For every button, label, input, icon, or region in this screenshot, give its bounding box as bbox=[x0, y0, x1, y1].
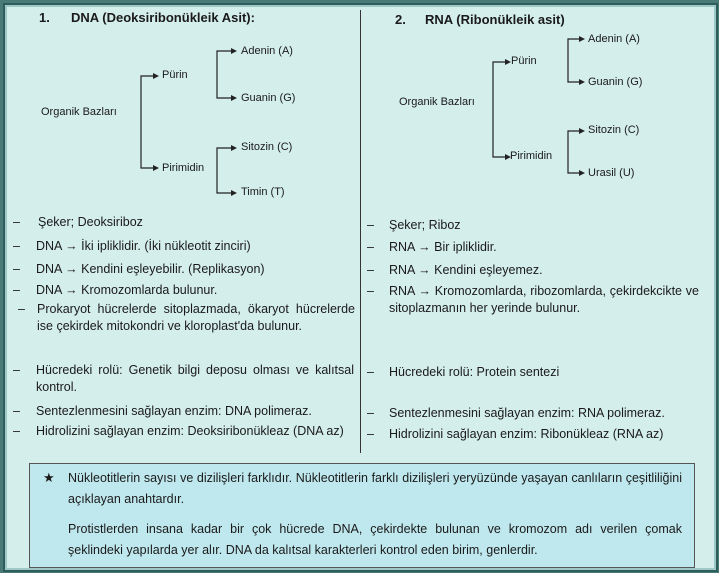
dna-item-strands: DNA → İki ipliklidir. (İki nükleotit zinciri) bbox=[36, 239, 251, 253]
rna-heading: RNA (Ribonükleik asit) bbox=[425, 12, 565, 27]
dash: – bbox=[13, 239, 20, 253]
rna-section-number: 2. bbox=[395, 12, 406, 27]
dna-organic-bases-label: Organik Bazları bbox=[41, 106, 117, 118]
dash: – bbox=[13, 283, 20, 297]
note-paragraph-2: Protistlerden insana kadar bir çok hücrede DNA, çekirdekte bulunan ve kromozom adı verilen çomak şeklindeki yapılarda yer alır. DNA da kalıtsal karakterleri kontrol eden birim, genlerdir. bbox=[68, 522, 682, 557]
dna-guanin-label: Guanin (G) bbox=[241, 92, 296, 104]
rna-sitozin-label: Sitozin (C) bbox=[588, 124, 640, 136]
dna-pirimidin-label: Pirimidin bbox=[162, 162, 205, 174]
dash: – bbox=[13, 215, 20, 229]
document-page bbox=[3, 3, 718, 572]
dna-heading: DNA (Deoksiribonükleik Asit): bbox=[71, 10, 255, 25]
dash: – bbox=[367, 218, 374, 232]
rna-guanin-label: Guanin (G) bbox=[588, 76, 643, 88]
note-box bbox=[29, 463, 695, 568]
rna-urasil-label: Urasil (U) bbox=[588, 167, 635, 179]
dash: – bbox=[13, 424, 20, 438]
rna-item-hydrolysis-enzyme: Hidrolizini sağlayan enzim: Ribonükleaz (RNA az) bbox=[389, 427, 664, 441]
dna-item-location: Prokaryot hücrelerde sitoplazmada, ökaryot hücrelerde ise çekirdek mitokondri ve kloroplast'da bulunur. bbox=[37, 302, 355, 333]
dna-timin-label: Timin (T) bbox=[241, 186, 285, 198]
dna-adenin-label: Adenin (A) bbox=[241, 45, 293, 57]
dash: – bbox=[367, 263, 374, 277]
dash: – bbox=[367, 406, 374, 420]
rna-item-replication: RNA → Kendini eşleyemez. bbox=[389, 263, 543, 277]
dash: – bbox=[13, 262, 20, 276]
rna-item-role: Hücredeki rolü: Protein sentezi bbox=[389, 365, 560, 379]
dna-item-chromosomes: DNA → Kromozomlarda bulunur. bbox=[36, 283, 218, 297]
dash: – bbox=[13, 404, 20, 418]
rna-item-sugar: Şeker; Riboz bbox=[389, 218, 461, 232]
dash: – bbox=[367, 240, 374, 254]
rna-purin-label: Pürin bbox=[511, 55, 537, 67]
rna-adenin-label: Adenin (A) bbox=[588, 33, 640, 45]
dash: – bbox=[367, 284, 374, 298]
dna-section-number: 1. bbox=[39, 10, 50, 25]
note-paragraph-1: Nükleotitlerin sayısı ve dizilişleri farklıdır. Nükleotitlerin farklı dizilişleri yeryüzünde yaşayan canlıların çeşitliliğini açıklayan anahtardır. bbox=[68, 471, 682, 506]
dash: – bbox=[13, 363, 20, 377]
dna-item-synthesis-enzyme: Sentezlenmesini sağlayan enzim: DNA polimeraz. bbox=[36, 404, 312, 418]
dna-item-replication: DNA → Kendini eşleyebilir. (Replikasyon) bbox=[36, 262, 265, 276]
dash: – bbox=[367, 427, 374, 441]
dna-sitozin-label: Sitozin (C) bbox=[241, 141, 293, 153]
rna-item-strands: RNA → Bir ipliklidir. bbox=[389, 240, 497, 254]
dash: – bbox=[367, 365, 374, 379]
dna-item-sugar: Şeker; Deoksiriboz bbox=[38, 215, 143, 229]
rna-item-synthesis-enzyme: Sentezlenmesini sağlayan enzim: RNA polimeraz. bbox=[389, 406, 665, 420]
dash: – bbox=[18, 302, 25, 316]
rna-item-location: RNA → Kromozomlarda, ribozomlarda, çekirdekcikte ve sitoplazmanın her yerinde bulunur. bbox=[389, 284, 699, 315]
dna-item-hydrolysis-enzyme: Hidrolizini sağlayan enzim: Deoksiribonükleaz (DNA az) bbox=[36, 424, 344, 438]
rna-pirimidin-label: Pirimidin bbox=[510, 150, 553, 162]
star-icon: ★ bbox=[43, 470, 55, 485]
dna-purin-label: Pürin bbox=[162, 69, 188, 81]
dna-item-role: Hücredeki rolü: Genetik bilgi deposu olması ve kalıtsal kontrol. bbox=[36, 363, 354, 394]
rna-organic-bases-label: Organik Bazları bbox=[399, 96, 475, 108]
